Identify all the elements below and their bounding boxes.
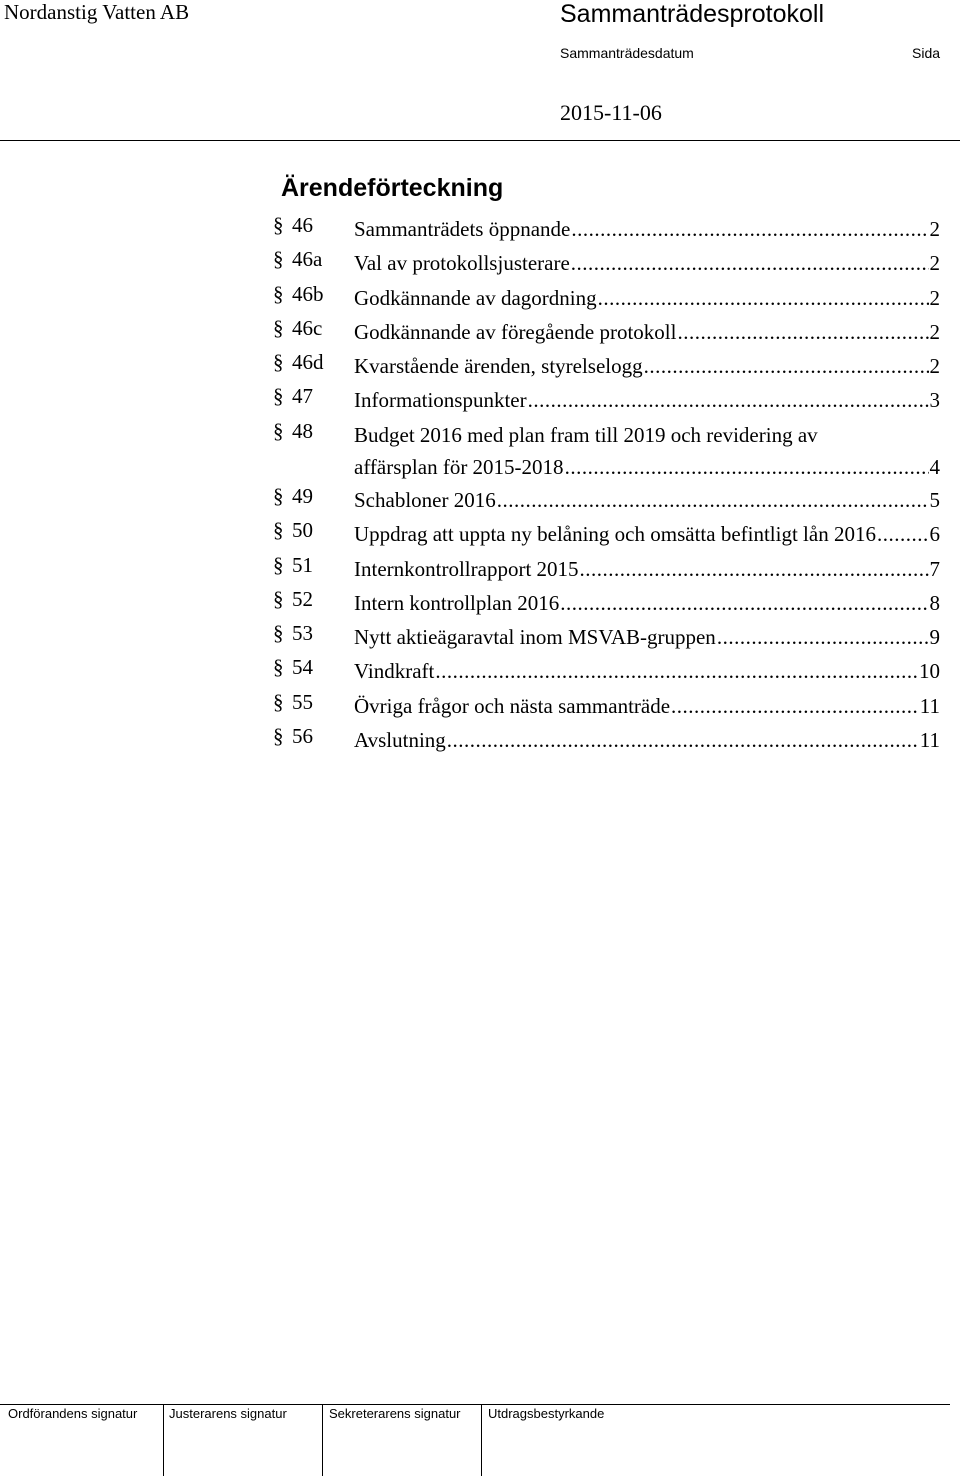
toc-entry-title: Intern kontrollplan 2016	[354, 591, 560, 615]
toc-entry-line	[354, 587, 940, 619]
dot-leader	[560, 587, 928, 619]
toc-entry-page: 2	[929, 286, 940, 310]
toc-entry-line	[354, 282, 940, 314]
dot-leader	[497, 484, 929, 516]
dot-leader	[447, 724, 919, 756]
chair-signature-label: Ordförandens signatur	[8, 1406, 138, 1421]
dot-leader	[528, 384, 929, 416]
toc-entry-number: 53	[292, 621, 313, 645]
document-type: Sammanträdesprotokoll	[560, 0, 825, 28]
toc-entry-number: 52	[292, 587, 313, 611]
dot-leader	[571, 213, 928, 245]
toc-entry-title: Schabloner 2016	[354, 488, 496, 512]
toc-entry-title-block	[354, 553, 940, 585]
toc-entry-number: 51	[292, 553, 313, 577]
toc-entry-title-line: Budget 2016 med plan fram till 2019 och revidering av	[354, 423, 818, 447]
dot-leader	[598, 282, 929, 314]
toc-entry-title: Vindkraft	[354, 659, 435, 683]
toc-entry-page: 11	[919, 694, 940, 718]
footer-column-divider	[163, 1404, 164, 1476]
extract-certification-label: Utdragsbestyrkande	[488, 1406, 605, 1421]
section-sign-icon: §	[273, 247, 284, 271]
toc-entry-line	[354, 384, 940, 416]
toc-entry-line	[354, 518, 940, 550]
toc-entry-number: 46c	[292, 316, 323, 340]
section-sign-icon: §	[273, 690, 284, 714]
adjuster-signature-label: Justerarens signatur	[169, 1406, 287, 1421]
toc-entry-number: 54	[292, 655, 313, 679]
section-sign-icon: §	[273, 621, 284, 645]
footer-column-divider	[322, 1404, 323, 1476]
dot-leader	[565, 451, 929, 483]
section-sign-icon: §	[273, 213, 284, 237]
section-sign-icon: §	[273, 384, 284, 408]
toc-entry-line	[354, 621, 940, 653]
toc-entry-title-block	[354, 724, 940, 756]
section-sign-icon: §	[273, 316, 284, 340]
toc-entry-number: 46	[292, 213, 313, 237]
toc-entry-page: 10	[919, 659, 940, 683]
section-sign-icon: §	[273, 518, 284, 542]
toc-entry-title: affärsplan för 2015-2018	[354, 455, 564, 479]
toc-entry-title-block	[354, 247, 940, 279]
toc-entry-title-block	[354, 484, 940, 516]
toc-entry-title: Uppdrag att uppta ny belåning och omsätta befintligt lån 2016	[354, 522, 876, 546]
toc-entry-page: 8	[929, 591, 940, 615]
toc-entry-line	[354, 350, 940, 382]
toc-entry-number: 50	[292, 518, 313, 542]
toc-entry-title-block	[354, 690, 940, 722]
toc-entry-title-block	[354, 384, 940, 416]
toc-entry-title-block	[354, 518, 940, 550]
toc-entry-line	[354, 690, 940, 722]
signature-footer	[0, 1401, 960, 1477]
toc-entry-page: 9	[929, 625, 940, 649]
toc-entry-title-block	[354, 419, 940, 483]
toc-entry-page: 2	[929, 251, 940, 275]
toc-entry-number: 46b	[292, 282, 324, 306]
toc-entry-number: 56	[292, 724, 313, 748]
toc-entry-page: 2	[929, 320, 940, 344]
toc-entry-number: 55	[292, 690, 313, 714]
dot-leader	[877, 518, 929, 550]
toc-entry-line	[354, 655, 940, 687]
toc-entry-title: Val av protokollsjusterare	[354, 251, 570, 275]
toc-heading: Ärendeförteckning	[281, 174, 504, 202]
toc-entry-line	[354, 724, 940, 756]
toc-entry-page: 11	[919, 728, 940, 752]
toc-entry-title-block	[354, 316, 940, 348]
toc-entry-page: 2	[929, 217, 940, 241]
toc-entry-title-block	[354, 655, 940, 687]
section-sign-icon: §	[273, 587, 284, 611]
meeting-date-label: Sammanträdesdatum	[560, 45, 694, 61]
toc-entry-line	[354, 553, 940, 585]
toc-entry-title: Sammanträdets öppnande	[354, 217, 571, 241]
toc-entry-number: 46a	[292, 247, 323, 271]
toc-entry-title-block	[354, 213, 940, 245]
toc-entry-number: 46d	[292, 350, 324, 374]
toc-entry-title-block	[354, 350, 940, 382]
toc-entry-title: Övriga frågor och nästa sammanträde	[354, 694, 671, 718]
toc-entry-line	[354, 316, 940, 348]
dot-leader	[717, 621, 929, 653]
dot-leader	[644, 350, 929, 382]
meeting-date-value: 2015-11-06	[560, 100, 662, 125]
dot-leader	[677, 316, 928, 348]
toc-entry-title-block	[354, 282, 940, 314]
toc-entry-line	[354, 451, 940, 483]
toc-entry-number: 48	[292, 419, 313, 443]
toc-entry-page: 5	[929, 488, 940, 512]
toc-entry-title: Nytt aktieägaravtal inom MSVAB-gruppen	[354, 625, 716, 649]
toc-entry-number: 47	[292, 384, 313, 408]
dot-leader	[580, 553, 929, 585]
toc-entry-line	[354, 247, 940, 279]
section-sign-icon: §	[273, 282, 284, 306]
dot-leader	[671, 690, 919, 722]
toc-entry-page: 2	[929, 354, 940, 378]
toc-entry-title: Kvarstående ärenden, styrelselogg	[354, 354, 643, 378]
section-sign-icon: §	[273, 553, 284, 577]
toc-entry-title: Godkännande av dagordning	[354, 286, 597, 310]
organization-name: Nordanstig Vatten AB	[4, 0, 190, 24]
section-sign-icon: §	[273, 484, 284, 508]
toc-entry-number: 49	[292, 484, 313, 508]
dot-leader	[435, 655, 918, 687]
section-sign-icon: §	[273, 655, 284, 679]
toc-entry-title: Informationspunkter	[354, 388, 527, 412]
toc-entry-title-block	[354, 587, 940, 619]
toc-entry-title: Internkontrollrapport 2015	[354, 557, 579, 581]
footer-column-divider	[481, 1404, 482, 1476]
toc-entry-line	[354, 484, 940, 516]
footer-divider	[0, 1404, 950, 1405]
toc-entry-page: 7	[929, 557, 940, 581]
section-sign-icon: §	[273, 419, 284, 443]
toc-entry-line	[354, 213, 940, 245]
toc-entry-title-block	[354, 621, 940, 653]
toc-entry-page: 4	[929, 455, 940, 479]
section-sign-icon: §	[273, 724, 284, 748]
dot-leader	[571, 247, 929, 279]
toc-entry-page: 6	[929, 522, 940, 546]
secretary-signature-label: Sekreterarens signatur	[329, 1406, 461, 1421]
toc-entry-page: 3	[929, 388, 940, 412]
page-label: Sida	[912, 45, 941, 61]
section-sign-icon: §	[273, 350, 284, 374]
toc-entry-title: Avslutning	[354, 728, 446, 752]
toc-entry-title: Godkännande av föregående protokoll	[354, 320, 677, 344]
